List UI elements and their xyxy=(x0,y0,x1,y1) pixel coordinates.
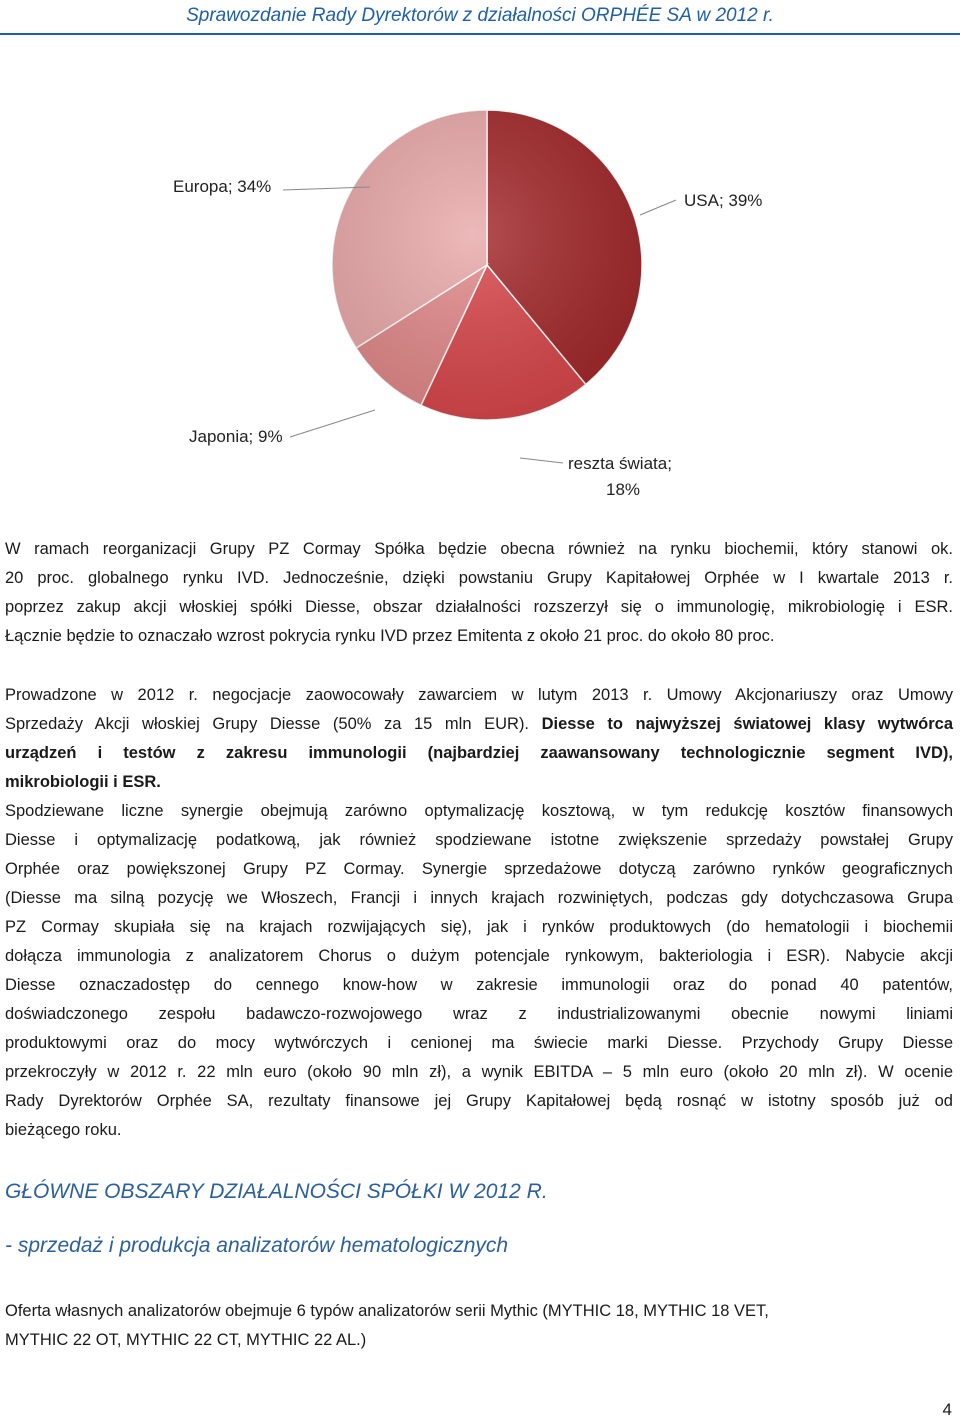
text-line: Rady Dyrektorów Orphée SA, rezultaty finansowe jej Grupy Kapitałowej będą rosnąć w istotny sposób już od xyxy=(5,1092,953,1110)
text-line: przekroczyły w 2012 r. 22 mln euro (około 90 mln zł), a wynik EBITDA – 5 mln euro (około 20 mln zł). W ocenie xyxy=(5,1063,953,1081)
text-line: 20 proc. globalnego rynku IVD. Jednocześnie, dzięki powstaniu Grupy Kapitałowej Orphée w I kwartale 2013 r. xyxy=(5,569,953,587)
bold-text-line: mikrobiologii i ESR. xyxy=(5,773,161,791)
header-divider xyxy=(0,33,960,35)
bold-text-line: urządzeń i testów z zakresu immunologii (najbardziej zaawansowany technologicznie segment IVD), xyxy=(5,744,953,762)
paragraph-synergie xyxy=(5,797,953,1145)
text-segment: Sprzedaży Akcji włoskiej Grupy Diesse (50% za 15 mln EUR). xyxy=(5,715,530,733)
text-line: MYTHIC 22 OT, MYTHIC 22 CT, MYTHIC 22 AL.) xyxy=(5,1331,367,1349)
slice-label-europa: Europa; 34% xyxy=(173,177,272,196)
paragraph-reorganizacja xyxy=(5,535,953,651)
paragraph-negocjacje xyxy=(5,681,953,797)
text-line: W ramach reorganizacji Grupy PZ Cormay Spółka będzie obecna również na rynku biochemii, który stanowi ok. xyxy=(5,540,953,558)
text-line: bieżącego roku. xyxy=(5,1121,122,1139)
text-line: Łącznie będzie to oznaczało wzrost pokrycia rynku IVD przez Emitenta z około 21 proc. do około 80 proc. xyxy=(5,627,775,645)
text-line: Prowadzone w 2012 r. negocjacje zaowocowały zawarciem w lutym 2013 r. Umowy Akcjonariuszy oraz Umowy xyxy=(5,686,953,704)
slice-label-japonia: Japonia; 9% xyxy=(189,427,283,446)
leader-line-japonia xyxy=(290,410,375,437)
text-line: poprzez zakup akcji włoskiej spółki Diesse, obszar działalności rozszerzył się o immunologię, mikrobiologię i ESR. xyxy=(5,598,953,616)
text-line: Diesse oznaczadostęp do cennego know-how w zakresie immunologii oraz do ponad 40 patentów, xyxy=(5,976,953,994)
slice-label-reszta-line1: reszta świata; xyxy=(568,454,672,473)
leader-line-usa xyxy=(640,200,676,215)
slice-label-reszta-line2: 18% xyxy=(606,480,641,499)
subsection-heading: - sprzedaż i produkcja analizatorów hematologicznych xyxy=(5,1234,509,1257)
text-line: PZ Cormay skupiała się na krajach rozwijających się), jak i rynków produktowych (do hematologii i biochemii xyxy=(5,918,953,936)
text-line: Orphée oraz powiększonej Grupy PZ Cormay. Synergie sprzedażowe dotyczą zarówno rynków geograficznych xyxy=(5,860,953,878)
text-line: Oferta własnych analizatorów obejmuje 6 typów analizatorów serii Mythic (MYTHIC 18, MYTHIC 18 VET, xyxy=(5,1302,769,1320)
section-heading: GŁÓWNE OBSZARY DZIAŁALNOŚCI SPÓŁKI W 2012 R. xyxy=(5,1180,548,1203)
text-line: Spodziewane liczne synergie obejmują zarówno optymalizację kosztową, w tym redukcję kosztów finansowych xyxy=(5,802,953,820)
text-line: (Diesse ma silną pozycję we Włoszech, Francji i innych krajach rozwiniętych, podczas gdy dotychczasowa Grupa xyxy=(5,889,953,907)
slice-label-usa: USA; 39% xyxy=(684,191,763,210)
page-header-title: Sprawozdanie Rady Dyrektorów z działalności ORPHÉE SA w 2012 r. xyxy=(186,5,774,26)
paragraph-oferta xyxy=(5,1297,953,1355)
text-line: produktowymi oraz do mocy wytwórczych i cenionej ma świecie marki Diesse. Przychody Grupy Diesse xyxy=(5,1034,953,1052)
text-line: Diesse i optymalizację podatkową, jak również spodziewane istotne zwiększenie sprzedaży powstałej Grupy xyxy=(5,831,953,849)
text-line: doświadczonego zespołu badawczo-rozwojowego wraz z industrializowanymi obecnie nowymi liniami xyxy=(5,1005,953,1023)
leader-line-reszta xyxy=(520,458,563,463)
text-line xyxy=(5,710,953,739)
bold-text-segment: Diesse to najwyższej światowej klasy wytwórca xyxy=(541,715,953,733)
text-line: dołącza immunologia z analizatorem Chorus o dużym potencjale rynkowym, bakteriologia i ESR). Nabycie akcji xyxy=(5,947,953,965)
page-number: 4 xyxy=(942,1400,952,1419)
market-pie-chart xyxy=(0,80,960,520)
